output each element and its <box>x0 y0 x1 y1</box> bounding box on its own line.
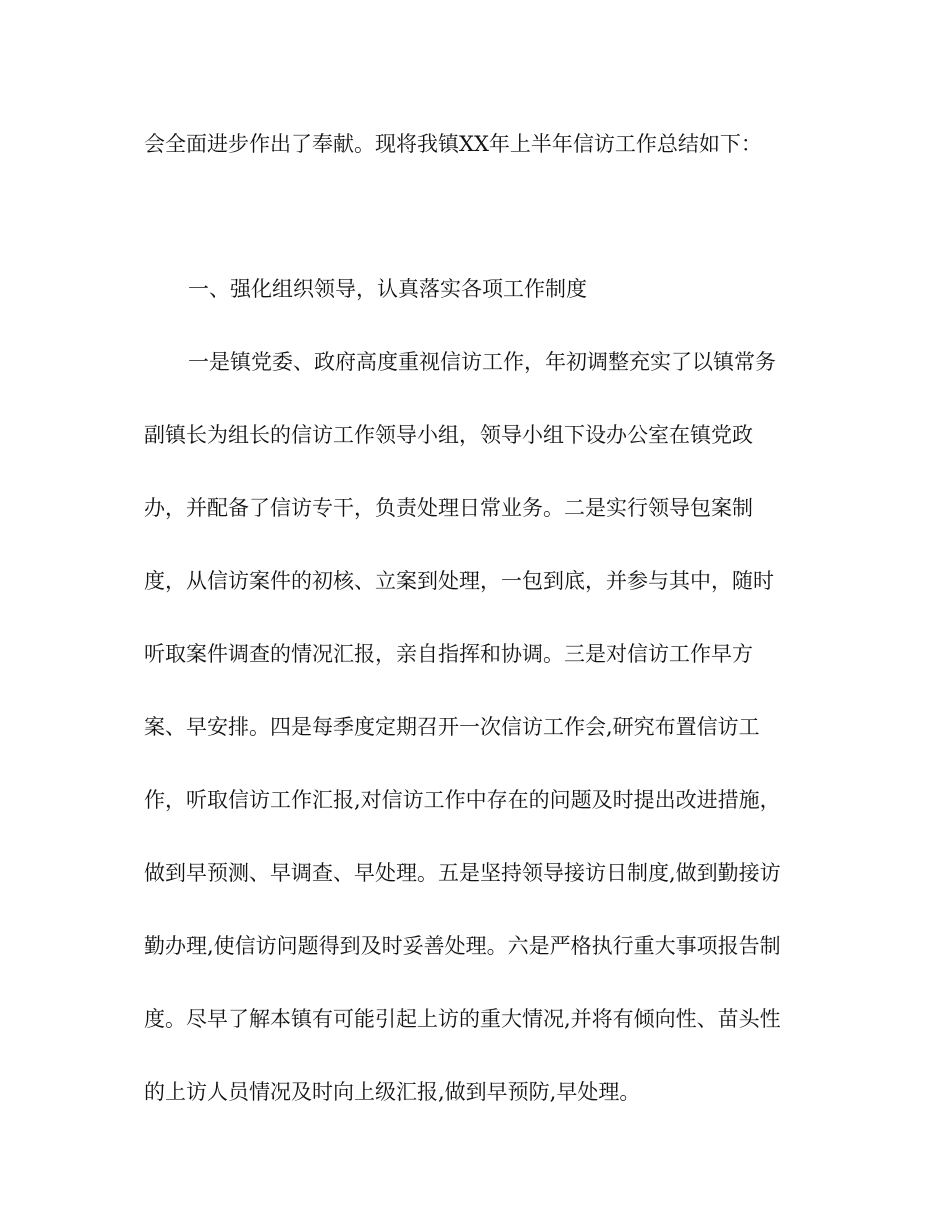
paragraph-line: 的上访人员情况及时向上级汇报,做到早预防,早处理。 <box>144 1080 641 1104</box>
paragraph-line: 勤办理,使信访问题得到及时妥善处理。六是严格执行重大事项报告制 <box>144 934 781 958</box>
section-heading: 一、强化组织领导，认真落实各项工作制度 <box>188 277 587 301</box>
paragraph-line: 一是镇党委、政府高度重视信访工作，年初调整充实了以镇常务 <box>188 350 776 374</box>
paragraph-line: 作，听取信访工作汇报,对信访工作中存在的问题及时提出改进措施， <box>144 788 781 812</box>
paragraph-line: 做到早预测、早调查、早处理。五是坚持领导接访日制度,做到勤接访 <box>144 861 781 885</box>
paragraph-line: 办，并配备了信访专干，负责处理日常业务。二是实行领导包案制 <box>144 496 753 520</box>
paragraph-line: 案、早安排。四是每季度定期召开一次信访工作会,研究布置信访工 <box>144 715 760 739</box>
paragraph-line: 听取案件调查的情况汇报，亲自指挥和协调。三是对信访工作早方 <box>144 642 753 666</box>
paragraph-line: 度，从信访案件的初核、立案到处理，一包到底，并参与其中，随时 <box>144 569 774 593</box>
intro-line: 会全面进步作出了奉献。现将我镇XX年上半年信访工作总结如下： <box>144 132 762 156</box>
paragraph-line: 副镇长为组长的信访工作领导小组，领导小组下设办公室在镇党政 <box>144 423 753 447</box>
paragraph-line: 度。尽早了解本镇有可能引起上访的重大情况,并将有倾向性、苗头性 <box>144 1007 781 1031</box>
